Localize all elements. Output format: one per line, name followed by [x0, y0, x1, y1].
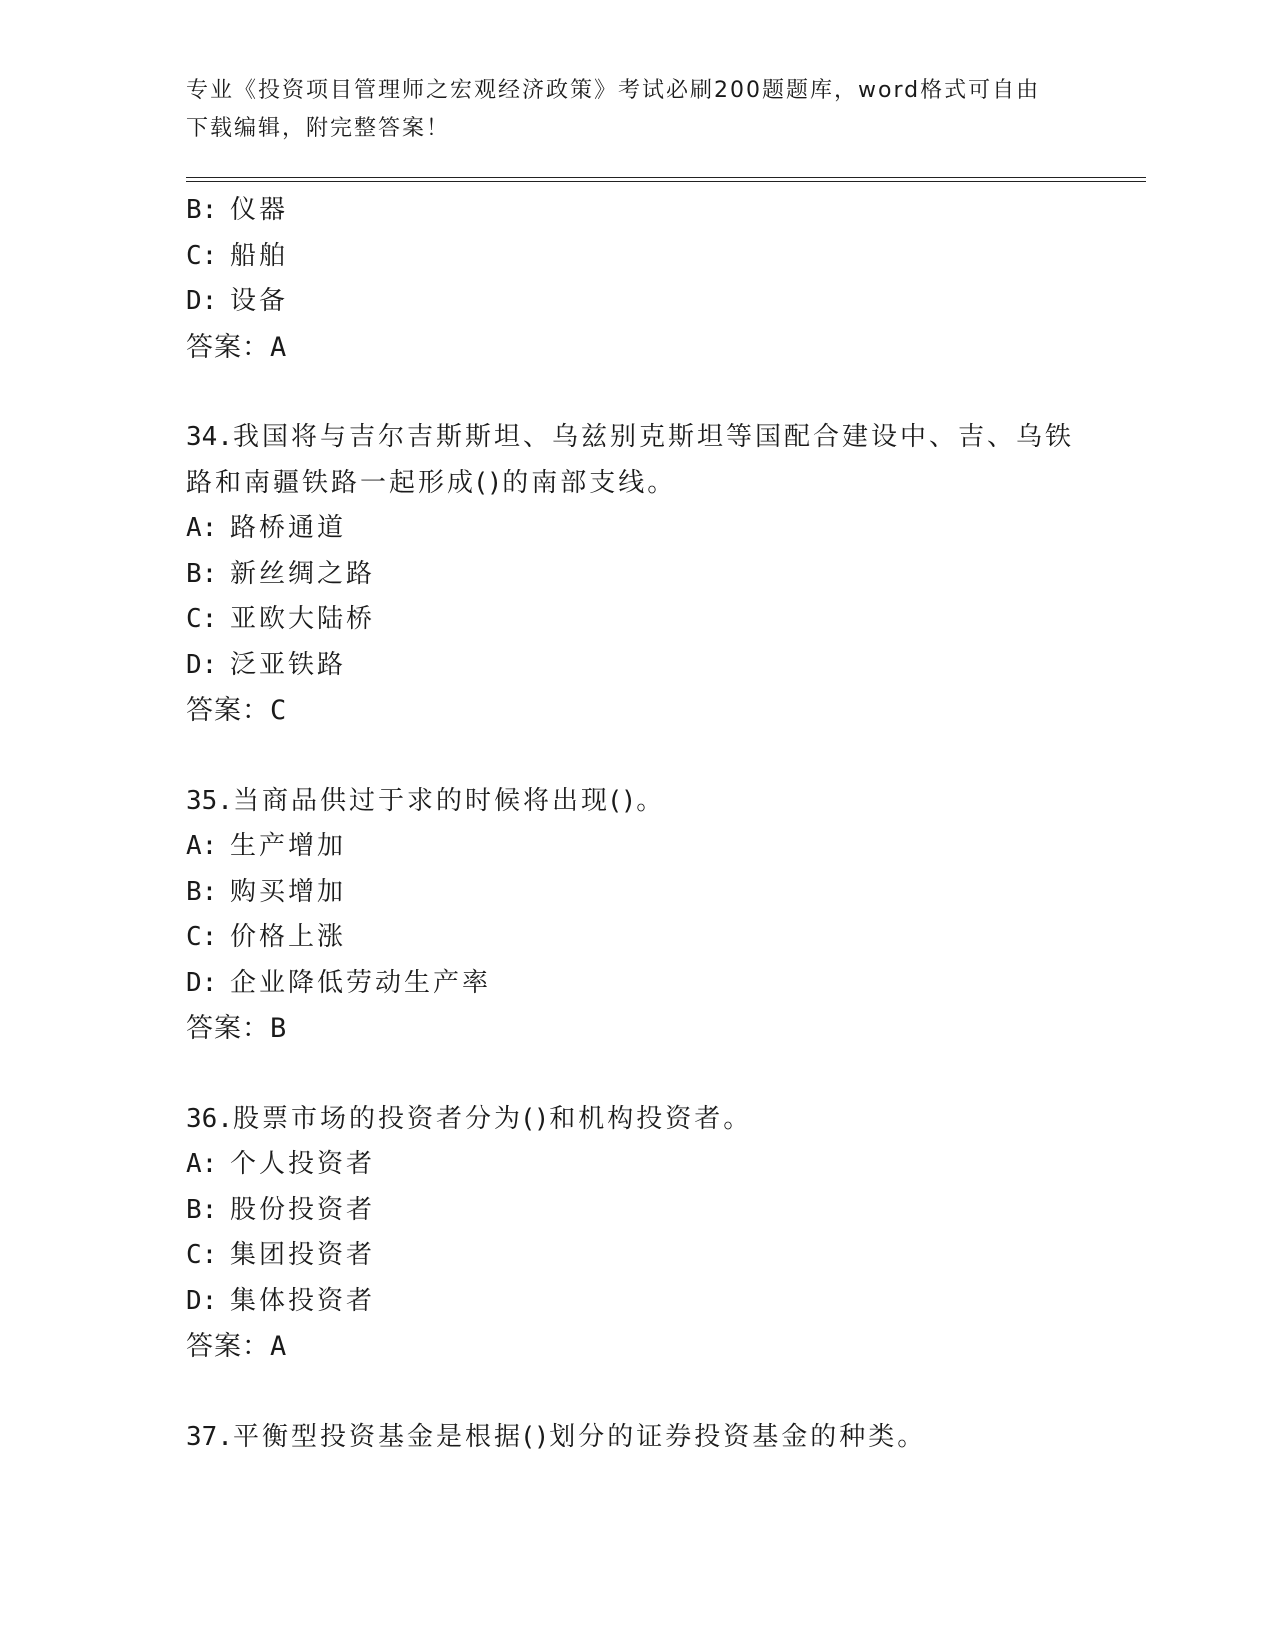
option-c: [186, 234, 1086, 280]
question-37-block: [186, 1415, 1086, 1461]
option-letter: A:: [186, 1149, 218, 1179]
question-number: 34.: [186, 422, 233, 452]
option-text: 购买增加: [230, 876, 347, 907]
answer-label: 答案：: [186, 331, 270, 363]
option-text: 生产增加: [230, 831, 347, 861]
answer-line: [186, 1006, 1086, 1052]
page-header: [186, 72, 1076, 148]
question-number: 37.: [186, 1421, 233, 1452]
option-c: [186, 915, 1086, 961]
option-letter: A:: [186, 513, 218, 543]
option-c: [186, 597, 1086, 643]
answer-value: A: [270, 1331, 288, 1362]
option-letter: C:: [186, 240, 218, 271]
question-text: [186, 1415, 1086, 1461]
question-number: 35.: [186, 785, 233, 816]
question-text: [186, 1097, 1086, 1143]
option-letter: B:: [186, 558, 218, 589]
option-a: [186, 824, 1086, 870]
answer-line: [186, 688, 1086, 734]
option-text: 仪器: [230, 195, 289, 225]
question-content: [186, 188, 1086, 1460]
option-text: 路桥通道: [230, 513, 347, 543]
question-number: 36.: [186, 1103, 233, 1134]
option-text: 船舶: [230, 240, 289, 271]
option-d: [186, 961, 1086, 1007]
option-a: [186, 506, 1086, 552]
answer-label: 答案：: [186, 1331, 270, 1362]
option-text: 价格上涨: [230, 922, 347, 952]
spacer: [186, 1370, 1086, 1415]
option-b: [186, 552, 1086, 598]
option-text: 集团投资者: [230, 1240, 376, 1270]
option-b: [186, 1188, 1086, 1234]
option-text: 亚欧大陆桥: [230, 604, 376, 634]
header-double-rule: [186, 177, 1146, 182]
question-text: [186, 415, 1086, 461]
question-34-block: [186, 415, 1086, 734]
option-text: 泛亚铁路: [230, 649, 347, 680]
option-c: [186, 1233, 1086, 1279]
answer-line: [186, 1324, 1086, 1370]
option-d: [186, 1279, 1086, 1325]
option-text: 集体投资者: [230, 1285, 376, 1316]
option-letter: B:: [186, 195, 218, 225]
spacer: [186, 1052, 1086, 1097]
option-letter: B:: [186, 1194, 218, 1225]
option-letter: D:: [186, 649, 218, 680]
header-line-2: 下载编辑，附完整答案！: [186, 116, 451, 141]
continued-question-block: [186, 188, 1086, 370]
question-text-line-1: 我国将与吉尔吉斯斯坦、乌兹别克斯坦等国配合建设中、吉、乌铁: [232, 422, 1074, 452]
option-d: [186, 279, 1086, 325]
question-text-line-1: 股票市场的投资者分为()和机构投资者。: [232, 1103, 753, 1134]
option-letter: D:: [186, 1285, 218, 1316]
option-text: 股份投资者: [230, 1194, 376, 1225]
option-letter: C:: [186, 1240, 218, 1270]
option-a: [186, 1142, 1086, 1188]
question-text-line-2: 路和南疆铁路一起形成()的南部支线。: [186, 467, 677, 498]
option-text: 企业降低劳动生产率: [230, 967, 492, 998]
header-line-1: 专业《投资项目管理师之宏观经济政策》考试必刷200题题库，word格式可自由: [186, 78, 1041, 103]
option-letter: C:: [186, 922, 218, 952]
answer-value: B: [270, 1013, 288, 1044]
option-text: 设备: [230, 286, 289, 316]
option-letter: A:: [186, 831, 218, 861]
option-text: 新丝绸之路: [230, 558, 376, 589]
option-letter: D:: [186, 967, 218, 998]
question-36-block: [186, 1097, 1086, 1370]
spacer: [186, 734, 1086, 779]
option-letter: D:: [186, 286, 218, 316]
question-text-line-1: 平衡型投资基金是根据()划分的证券投资基金的种类。: [232, 1421, 927, 1452]
option-text: 个人投资者: [230, 1149, 376, 1179]
option-letter: C:: [186, 604, 218, 634]
question-text: [186, 779, 1086, 825]
answer-value: C: [270, 695, 288, 726]
answer-value: A: [270, 331, 288, 363]
answer-label: 答案：: [186, 695, 270, 726]
option-d: [186, 643, 1086, 689]
spacer: [186, 370, 1086, 415]
option-b: [186, 870, 1086, 916]
question-35-block: [186, 779, 1086, 1052]
answer-label: 答案：: [186, 1013, 270, 1044]
answer-line: [186, 325, 1086, 371]
option-b: [186, 188, 1086, 234]
option-letter: B:: [186, 876, 218, 907]
question-text-line-1: 当商品供过于求的时候将出现()。: [232, 785, 666, 816]
